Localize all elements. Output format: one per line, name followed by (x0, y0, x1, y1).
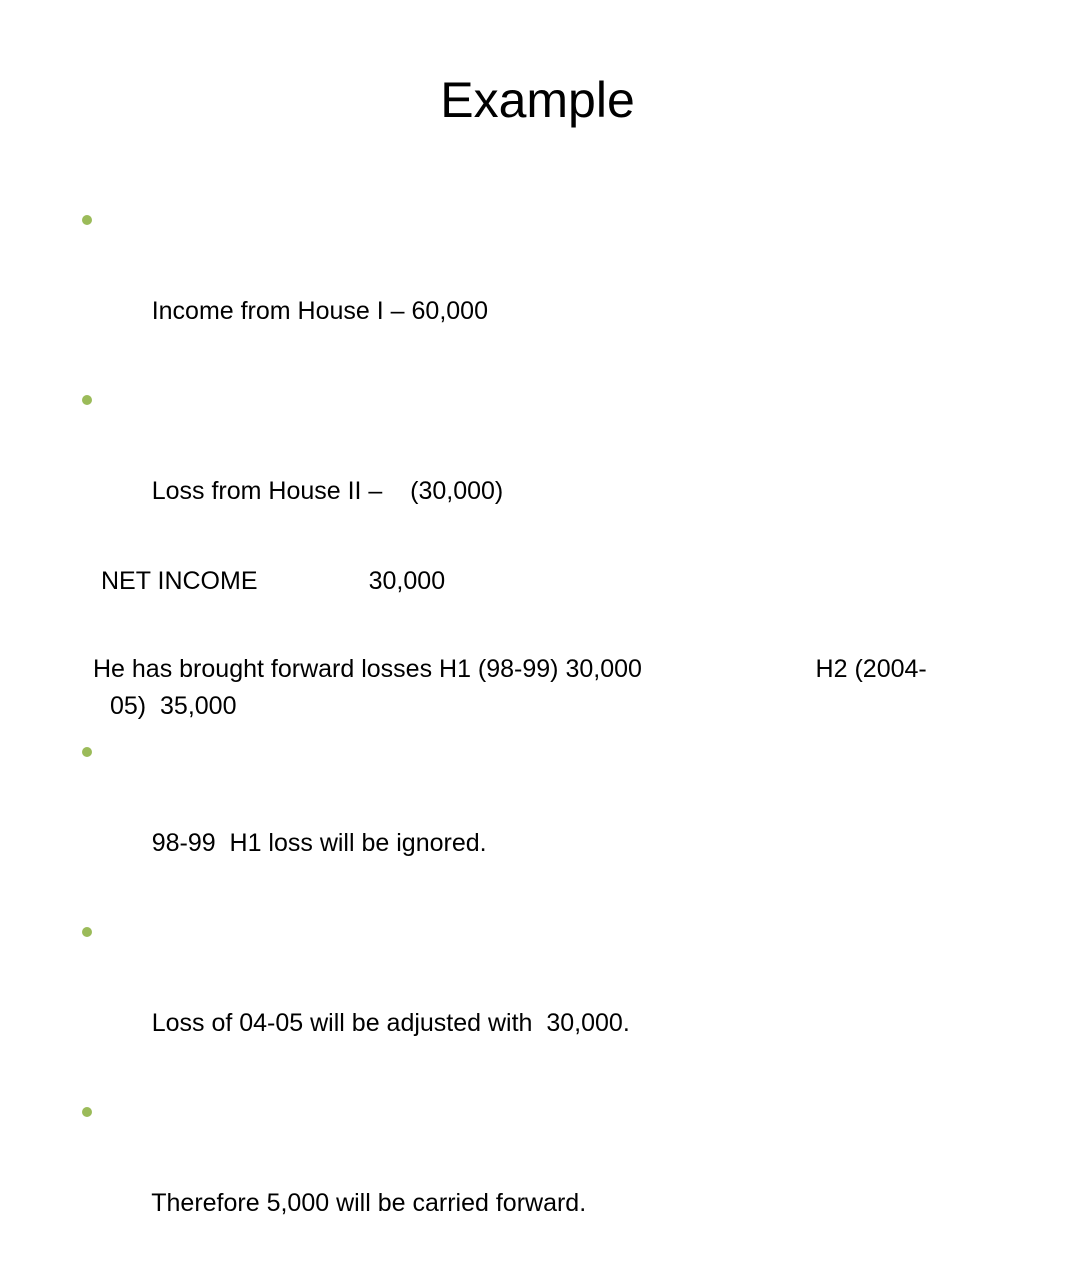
brought-forward-losses-text: He has brought forward losses H1 (98-99) 30,000 H2 (2004-05) 35,000 (93, 655, 927, 720)
spacer (80, 604, 940, 649)
bullet-item-income (80, 199, 940, 379)
bullet-dot-icon (82, 1107, 92, 1117)
bullet-text: Therefore 5,000 will be carried forward. (151, 1189, 587, 1217)
bullet-item-loss (80, 379, 940, 559)
bullet-dot-icon (82, 215, 92, 225)
bullet-dot-icon (82, 395, 92, 405)
slide-title: Example (440, 72, 635, 128)
bullet-item-carried (80, 1091, 940, 1271)
bullet-text: 98-99 H1 loss will be ignored. (151, 829, 487, 857)
bullet-dot-icon (82, 927, 92, 937)
slide-content (80, 199, 940, 1271)
bullet-dot-icon (82, 747, 92, 757)
bullet-item-ignored (80, 731, 940, 911)
bullet-text: Loss of 04-05 will be adjusted with 30,000. (151, 1009, 630, 1037)
net-income-line: NET INCOME 30,000 (101, 567, 446, 595)
bullet-text: Loss from House II – (30,000) (151, 477, 504, 505)
bullet-text: Income from House I – 60,000 (151, 297, 488, 325)
bullet-item-adjusted (80, 911, 940, 1091)
